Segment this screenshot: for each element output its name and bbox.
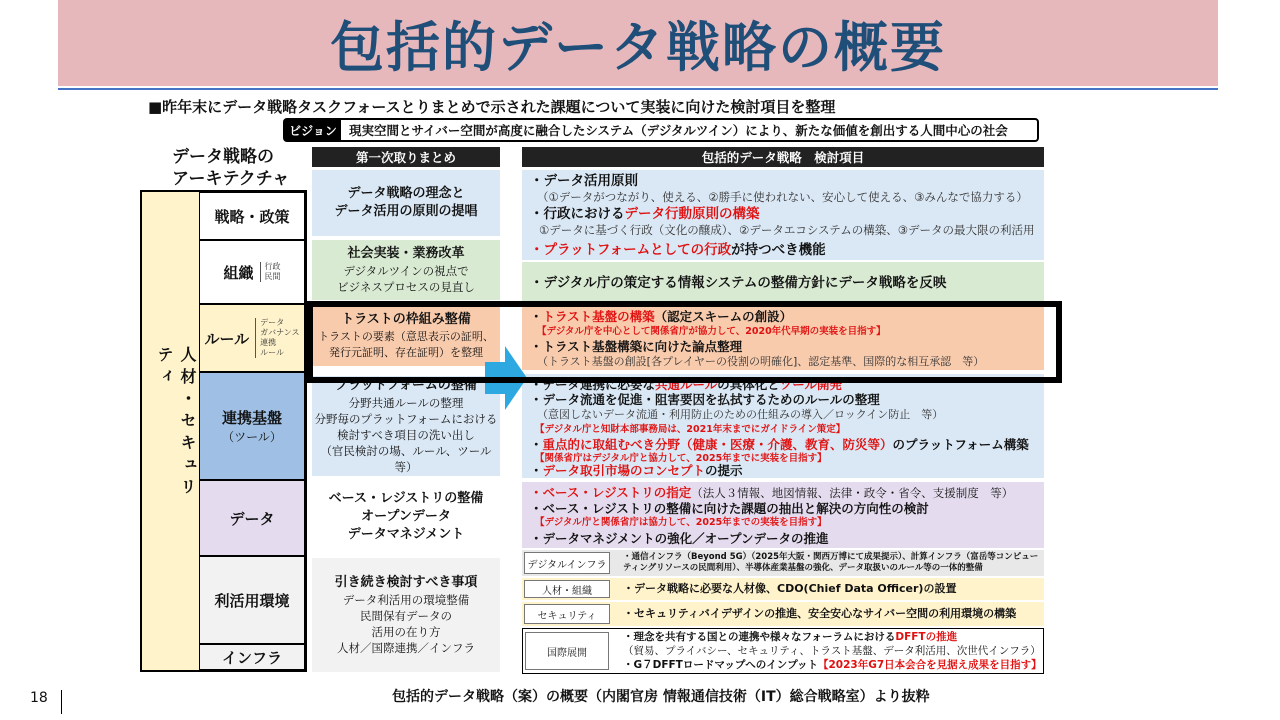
item-gov-platform (530, 241, 826, 259)
summary-trust-title: トラストの枠組み整備 (341, 312, 471, 327)
summary-data-line3: データマネジメント (347, 527, 465, 542)
item-base-registry-post: （法人３情報、地図情報、法律・政令・省令、支援制度 等） (691, 486, 1014, 500)
layer-env-label: 利活用環境 (214, 591, 290, 610)
summary-data (312, 482, 500, 552)
summary-trust-note1: トラストの要素（意思表示の証明、 (318, 330, 494, 343)
item-common-rules-red2: ツール開発 (779, 377, 843, 392)
item-priority-fields-pre: ・ (530, 437, 543, 452)
bottom-content-infra (615, 550, 1038, 576)
highlight-frame (307, 301, 1062, 383)
item-base-registry-red: ・ベース・レジストリの指定 (530, 485, 692, 500)
item-common-rules-pre: ・データ連携に必要な (530, 377, 656, 392)
bottom-intl-line1-red: DFFTの推進 (895, 631, 958, 643)
layer-rule-label: ルール (204, 329, 250, 348)
item-common-rules-mid: の具体化と (717, 377, 780, 392)
bottom-label-infra: デジタルインフラ (524, 552, 610, 574)
item-common-rules-red1: 共通ルール (655, 377, 718, 392)
item-gov-platform-post: が持つべき機能 (731, 242, 826, 258)
item-data-management: ・データマネジメントの強化／オープンデータの推進 (530, 531, 829, 546)
bottom-label-security: セキュリティ (524, 604, 610, 624)
summary-social-note1: デジタルツインの視点で (343, 264, 469, 278)
bottom-intl-line3 (623, 658, 1042, 672)
layer-strategy (199, 192, 305, 240)
col2-header: 包括的データ戦略 検討項目 (522, 147, 1044, 167)
layer-org-label: 組織 (223, 263, 254, 282)
page-number: 18 (30, 690, 48, 706)
layer-rule (199, 304, 305, 372)
source-caption: 包括的データ戦略（案）の概要（内閣官房 情報通信技術（IT）総合戦略室）より抜粋 (392, 689, 930, 705)
bottom-content-hr: ・データ戦略に必要な人材像、CDO(Chief Data Officer)の設置 (623, 582, 957, 595)
item-trust-issues: ・トラスト基盤構築に向けた論点整理 (530, 339, 743, 354)
layer-platform-label: 連携基盤 (221, 409, 282, 427)
item-gov-principles-pre: ・行政における (530, 206, 625, 222)
layer-rule-sub-link: 連携 (260, 338, 277, 347)
item-data-market-post: の提示 (705, 463, 743, 478)
layer-platform (199, 372, 305, 480)
item-priority-fields-red: 重点的に取組むべき分野（健康・医療・介護、教育、防災等） (542, 437, 893, 452)
bottom-intl-line3-red: 【2023年G7日本会合を見据え成果を目指す】 (817, 659, 1042, 671)
layer-strategy-label: 戦略・政策 (214, 207, 290, 226)
layer-infra (199, 644, 305, 670)
item-data-market-red: データ取引市場のコンセプト (542, 463, 706, 478)
arch-title-line2: アーキテクチャ (172, 169, 290, 189)
item-data-principles-note: （①データがつながり、使える、②勝手に使われない、安心して使える、③みんなで協力する） (537, 190, 1028, 204)
item-gov-principles-note: ①データに基づく行政（文化の醸成）、②データエコシステムの構築、③データの最大限の利活用 (539, 223, 1035, 237)
title-divider (58, 88, 1218, 90)
item-registry-target: 【デジタル庁と関係省庁は協力して、2025年までの実装を目指す】 (535, 517, 827, 528)
bottom-content-security: ・セキュリティバイデザインの推進、安全安心なサイバー空間の利用環境の構築 (623, 607, 1017, 620)
summary-remaining-title: 引き続き検討すべき事項 (334, 575, 478, 590)
summary-remaining (312, 558, 500, 672)
vision-tag: ビジョン (285, 120, 341, 140)
bottom-intl-line1 (623, 630, 1042, 644)
item-priority-fields-post: のプラットフォーム構築 (892, 437, 1029, 452)
layer-data (199, 480, 305, 556)
summary-remaining-note4: 人材／国際連携／インフラ (337, 641, 475, 655)
summary-trust-note2: 発行元証明、存在証明）を整理 (329, 346, 483, 359)
bottom-intl-line1-pre: ・理念を共有する国との連携や様々なフォーラムにおける (623, 631, 896, 643)
arch-title-line1: データ戦略の (172, 147, 274, 167)
item-trust-base-pre: ・ (530, 309, 543, 324)
layer-org-sub-private: 民間 (264, 272, 281, 281)
summary-remaining-note1: データ利活用の環境整備 (342, 593, 470, 607)
layer-rule-sub-data: データ (260, 318, 285, 327)
bottom-intl-line3-pre: ・G７DFFTロードマップへのインプット (623, 659, 818, 671)
strategy-figure (135, 96, 1047, 682)
item-trust-base-target: 【デジタル庁を中心として関係省庁が協力して、2020年代早期の実装を目指す】 (537, 326, 886, 337)
item-flow-rules: ・データ流通を促進・阻害要因を払拭するためのルールの整理 (530, 392, 880, 407)
summary-social-note2: ビジネスプロセスの見直し (337, 280, 475, 294)
item-data-principles: ・データ活用原則 (530, 173, 638, 189)
bottom-label-intl: 国際展開 (525, 632, 609, 670)
col1-header: 第一次取りまとめ (312, 147, 500, 167)
item-gov-principles-red: データ行動原則の構築 (624, 206, 760, 222)
bottom-infra-line2: ティングリソースの民間利用）、半導体産業基盤の強化、データ取扱いのルール等の一体的整備 (623, 563, 983, 573)
jinzai-security-label: 人材・セキュリティ (155, 346, 197, 500)
slide-title: 包括的データ戦略の概要 (330, 15, 946, 79)
summary-social-title: 社会実装・業務改革 (347, 246, 465, 261)
bottom-label-hr: 人材・組織 (524, 580, 610, 598)
summary-remaining-note3: 活用の在り方 (371, 625, 441, 639)
layer-rule-sub-rule: ルール (260, 348, 284, 357)
item-priority-fields-target: 【関係省庁はデジタル庁と協力して、2025年までに実装を目指す】 (535, 453, 827, 464)
item-flow-rules-target: 【デジタル庁と知財本部事務局は、2021年末までにガイドライン策定】 (535, 424, 846, 435)
summary-social (312, 240, 500, 300)
item-data-market-pre: ・ (530, 463, 543, 478)
layer-infra-label: インフラ (221, 648, 282, 667)
summary-platform-note3: 検討すべき項目の洗い出し (337, 428, 475, 442)
bottom-infra-line1: ・通信インフラ（Beyond 5G）（2025年大阪・関西万博にて成果提示）、計算インフラ（富岳等コンピュー (623, 552, 1039, 562)
item-flow-rules-note: （意図しないデータ流通・利用防止のための仕組みの導入／ロックイン防止 等） (537, 408, 944, 421)
item-trust-base-red: トラスト基盤の構築 (542, 309, 655, 324)
summary-principles (312, 170, 500, 236)
summary-platform (312, 376, 500, 476)
bottom-content-intl (615, 629, 1042, 673)
summary-remaining-note2: 民間保有データの (360, 609, 452, 623)
item-gov-platform-red: ・プラットフォームとしての行政 (530, 242, 732, 258)
page-number-divider (61, 690, 62, 714)
layer-org (199, 240, 305, 304)
summary-platform-note1: 分野共通ルールの整理 (348, 396, 464, 410)
item-data-market (530, 462, 743, 480)
summary-data-line2: オープンデータ (361, 509, 451, 524)
layer-org-sub-gov: 行政 (264, 262, 281, 271)
item-gov-principles (530, 205, 760, 223)
vision-text: 現実空間とサイバー空間が高度に融合したシステム（デジタルツイン）により、新たな価値を創出する人間中心の社会 (349, 123, 1008, 138)
item-trust-issues-note: （トラスト基盤の創設[各プレイヤーの役割の明確化]、認定基準、国際的な相互承認 等） (537, 355, 985, 368)
summary-platform-title: プラットフォームの整備 (335, 378, 477, 393)
bottom-intl-line2: （貿易、プライバシー、セキュリティ、トラスト基盤、データ利活用、次世代インフラ） (623, 645, 1041, 657)
layer-data-label: データ (229, 509, 275, 528)
item-digital-agency: ・デジタル庁の策定する情報システムの整備方針にデータ戦略を反映 (530, 275, 947, 291)
item-registry-issues: ・ベース・レジストリの整備に向けた課題の抽出と解決の方向性の検討 (530, 501, 929, 516)
layer-rule-sub-governance: ガバナンス (260, 328, 300, 337)
item-trust-base-post: （認定スキームの創設） (654, 309, 793, 324)
layer-platform-sub: （ツール） (222, 430, 282, 444)
summary-platform-note2: 分野毎のプラットフォームにおける (314, 412, 498, 426)
summary-platform-note4: （官民検討の場、ルール、ツール等） (320, 444, 492, 474)
layer-env (199, 556, 305, 644)
summary-principles-line1: データ戦略の理念と (347, 186, 465, 201)
summary-principles-line2: データ活用の原則の提唱 (334, 204, 478, 219)
summary-data-line1: ベース・レジストリの整備 (328, 491, 484, 506)
figure-heading: ■昨年末にデータ戦略タスクフォースとりまとめで示された課題について実装に向けた検討項目を整理 (148, 98, 836, 116)
